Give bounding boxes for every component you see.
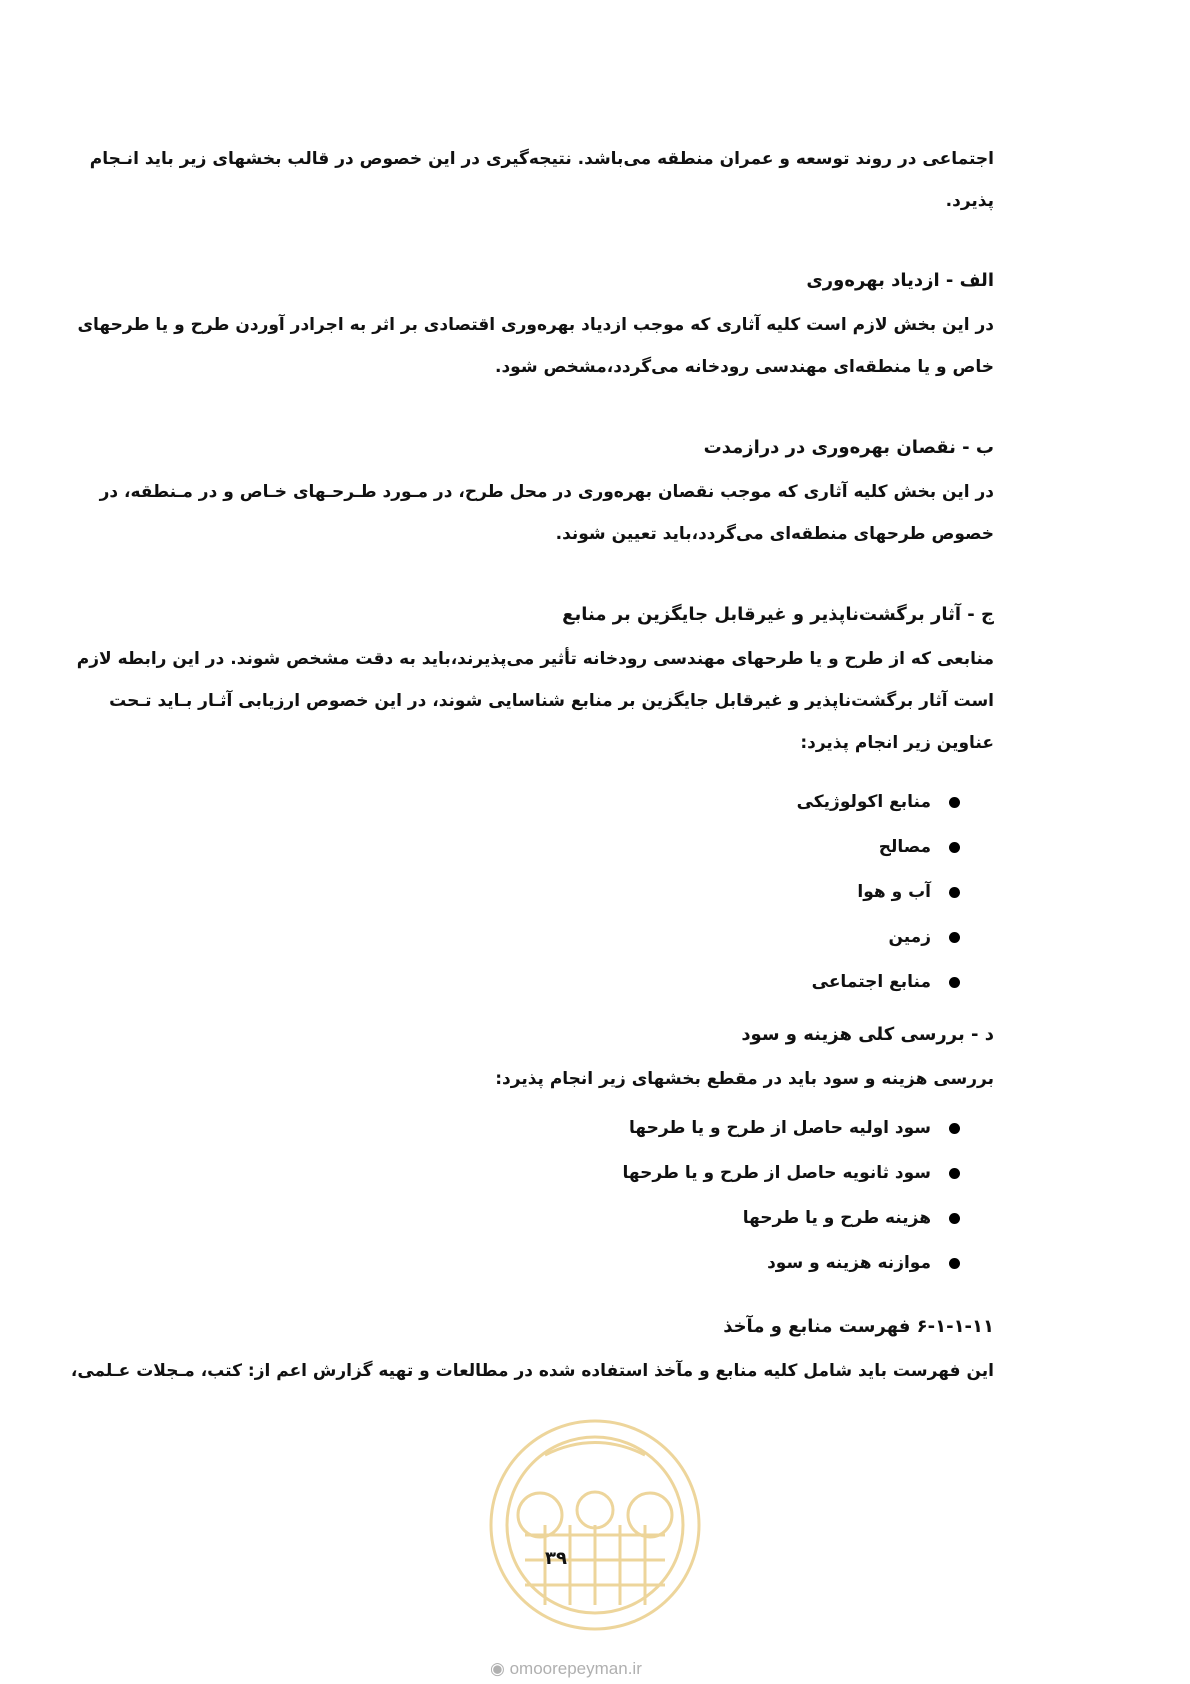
list-item xyxy=(623,1196,961,1241)
list-item xyxy=(797,780,960,825)
cost-benefit-bullet-list xyxy=(623,1106,961,1286)
heading-section-d: د - بررسی کلی هزینه و سود xyxy=(741,1024,994,1045)
text-line: منابعی که از طرح و یا طرحهای مهندسی رودخانه تأثیر می‌پذیرند،باید به دقت مشخص شوند. در این رابطه لازم xyxy=(76,649,994,669)
references-paragraph xyxy=(70,1350,994,1392)
list-item-text: زمین xyxy=(888,927,931,947)
text-line: عناوین زیر انجام پذیرد: xyxy=(800,733,994,753)
bullet-icon xyxy=(949,1213,960,1224)
list-item xyxy=(623,1106,961,1151)
text-line: خصوص طرحهای منطقه‌ای می‌گردد،باید تعیین شوند. xyxy=(555,524,994,544)
bullet-icon xyxy=(949,977,960,988)
list-item xyxy=(797,825,960,870)
section-d-paragraph xyxy=(136,1058,994,1100)
text-line: در این بخش کلیه آثاری که موجب نقصان بهره‌وری در محل طرح، در مـورد طـرحـهای خـاص و در مـنطقه، در xyxy=(99,482,994,502)
text-line: است آثار برگشت‌ناپذیر و غیرقابل جایگزین بر منابع شناسایی شوند، در این خصوص ارزیابی آثـار بـاید تـحت xyxy=(109,691,994,711)
list-item xyxy=(797,960,960,1005)
watermark-seal-icon xyxy=(485,1415,705,1635)
heading-section-a: الف - ازدیاد بهره‌وری xyxy=(806,270,994,291)
list-item-text: سود ثانویه حاصل از طرح و یا طرحها xyxy=(622,1163,931,1183)
heading-section-c: ج - آثار برگشت‌ناپذیر و غیرقابل جایگزین بر منابع xyxy=(562,604,994,625)
bullet-icon xyxy=(949,797,960,808)
list-item xyxy=(623,1241,961,1286)
list-item xyxy=(797,870,960,915)
list-item xyxy=(797,915,960,960)
website-text: omoorepeyman.ir xyxy=(509,1659,642,1678)
bullet-icon xyxy=(949,842,960,853)
text-line: خاص و یا منطقه‌ای مهندسی رودخانه می‌گردد،مشخص شود. xyxy=(495,357,994,377)
bullet-icon xyxy=(949,887,960,898)
text-line: اجتماعی در روند توسعه و عمران منطقه می‌باشد. نتیجه‌گیری در این خصوص در قالب بخشهای زیر باید انـجام xyxy=(89,149,994,169)
website-watermark xyxy=(490,1659,642,1679)
page-number: ۳۹ xyxy=(545,1548,567,1569)
section-b-paragraph xyxy=(99,471,994,555)
list-item xyxy=(623,1151,961,1196)
text-line: در این بخش لازم است کلیه آثاری که موجب ازدیاد بهره‌وری اقتصادی بر اثر به اجرادر آوردن طرح و یا طرحهای xyxy=(77,315,994,335)
list-item-text: منابع اکولوژیکی xyxy=(796,792,931,812)
bullet-icon xyxy=(949,1168,960,1179)
text-line: بررسی هزینه و سود باید در مقطع بخشهای زیر انجام پذیرد: xyxy=(495,1069,994,1089)
bullet-icon xyxy=(949,1258,960,1269)
globe-icon: ◉ xyxy=(490,1659,505,1678)
bullet-icon xyxy=(949,932,960,943)
text-line: این فهرست باید شامل کلیه منابع و مآخذ استفاده شده در مطالعات و تهیه گزارش اعم از: کتب، مـجلات عـلمی، xyxy=(70,1361,994,1381)
heading-references: ۶-۱-۱-۱۱ فهرست منابع و مآخذ xyxy=(723,1316,994,1337)
list-item-text: مصالح xyxy=(878,837,931,857)
list-item-text: منابع اجتماعی xyxy=(811,972,931,992)
section-c-paragraph xyxy=(76,638,994,764)
bullet-icon xyxy=(949,1123,960,1134)
heading-section-b: ب - نقصان بهره‌وری در درازمدت xyxy=(703,437,994,458)
list-item-text: سود اولیه حاصل از طرح و یا طرحها xyxy=(628,1118,931,1138)
text-line: پذیرد. xyxy=(945,191,994,211)
list-item-text: هزینه طرح و یا طرحها xyxy=(742,1208,931,1228)
intro-paragraph xyxy=(89,138,994,222)
list-item-text: آب و هوا xyxy=(857,882,931,902)
list-item-text: موازنه هزینه و سود xyxy=(767,1253,931,1273)
section-a-paragraph xyxy=(77,304,994,388)
resources-bullet-list xyxy=(797,780,960,1005)
